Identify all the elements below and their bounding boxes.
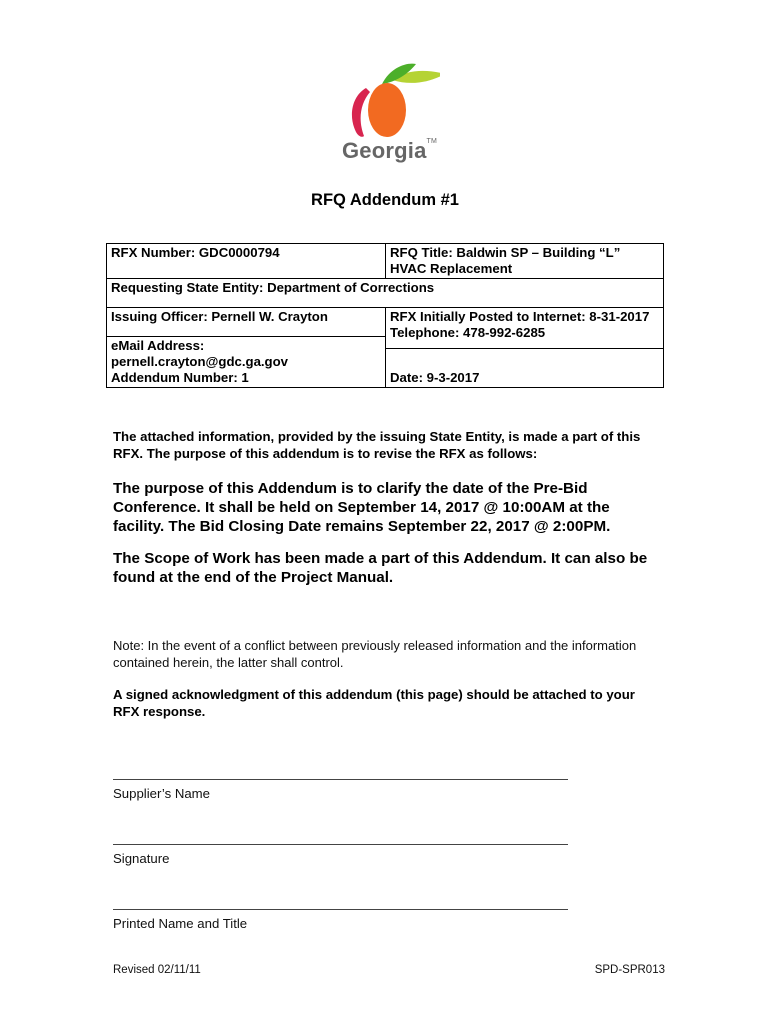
note-paragraph: Note: In the event of a conflict between previously released information and the information contained herein, the latter shall control.: [113, 638, 637, 670]
posted-date-cell: [386, 308, 664, 349]
form-code: SPD-SPR013: [594, 964, 665, 976]
issuing-officer-cell: Issuing Officer: Pernell W. Crayton: [107, 308, 386, 337]
supplier-name-label: Supplier’s Name: [113, 786, 211, 801]
email-cell: [107, 337, 386, 388]
trademark-mark: TM: [426, 138, 438, 145]
date-cell: Date: 9-3-2017: [386, 349, 664, 388]
email-address: pernell.crayton@gdc.ga.gov: [111, 354, 289, 369]
georgia-logo-word: Georgia: [342, 138, 427, 163]
telephone-text: Telephone: 478-992-6285: [390, 325, 546, 340]
signature-block: [113, 844, 573, 866]
peach-body-icon: [368, 83, 406, 137]
signature-line[interactable]: [113, 844, 568, 845]
rfx-number-cell: RFX Number: GDC0000794: [107, 244, 386, 279]
revised-date: Revised 02/11/11: [113, 964, 201, 976]
acknowledgment-paragraph: A signed acknowledgment of this addendum (this page) should be attached to your RFX response.: [113, 687, 635, 719]
supplier-name-block: [113, 779, 573, 801]
supplier-name-line[interactable]: [113, 779, 568, 780]
posted-date-text: RFX Initially Posted to Internet: 8-31-2017: [390, 309, 650, 324]
scope-paragraph: The Scope of Work has been made a part of this Addendum. It can also be found at the end of the Project Manual.: [113, 550, 648, 586]
georgia-logo-text: [342, 138, 437, 164]
email-label: eMail Address:: [111, 338, 205, 353]
purpose-paragraph: The purpose of this Addendum is to clarify the date of the Pre-Bid Conference. It shall be held on September 14, 2017 @ 10:00AM at the facility. The Bid Closing Date remains September 22, 2017 @ 2:00PM.: [113, 480, 611, 535]
printed-name-block: [113, 909, 573, 931]
addendum-number: Addendum Number: 1: [111, 370, 249, 385]
printed-name-label: Printed Name and Title: [113, 916, 248, 931]
requesting-entity-cell: Requesting State Entity: Department of Corrections: [107, 279, 664, 308]
rfq-title-cell: RFQ Title: Baldwin SP – Building “L” HVAC Replacement: [386, 244, 664, 279]
intro-paragraph: The attached information, provided by the issuing State Entity, is made a part of this RFX. The purpose of this addendum is to revise the RFX as follows:: [113, 429, 641, 461]
rfx-info-table: [106, 243, 664, 388]
page-title: RFQ Addendum #1: [311, 191, 459, 209]
printed-name-line[interactable]: [113, 909, 568, 910]
signature-label: Signature: [113, 851, 170, 866]
peach-blush-icon: [352, 88, 370, 137]
